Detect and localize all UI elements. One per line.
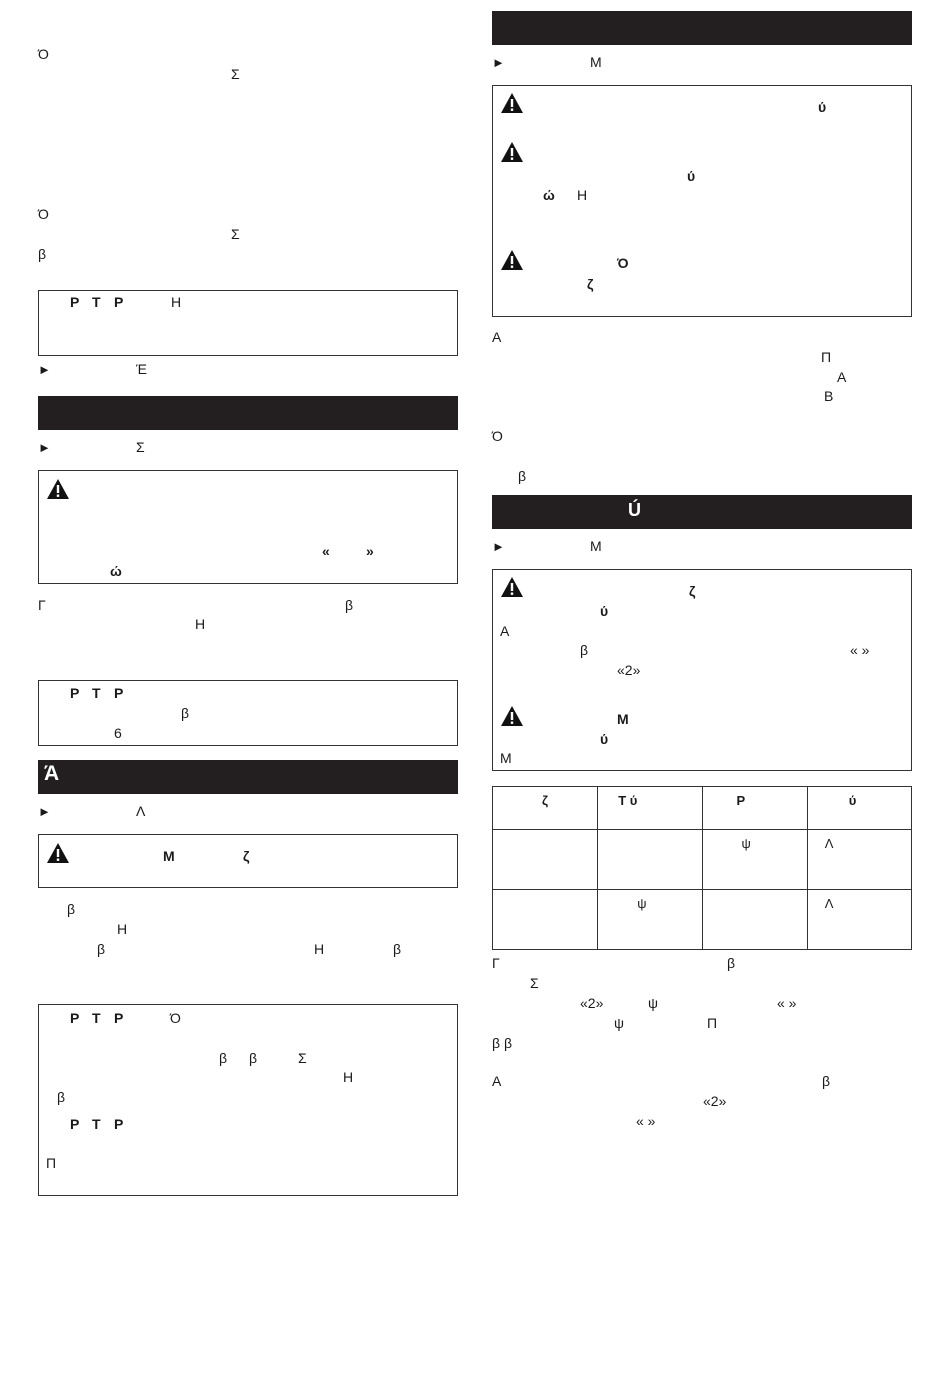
table-header-cell: Τ ύ — [598, 787, 703, 830]
text-char: Η — [577, 187, 588, 203]
text-char: ύ — [687, 168, 696, 184]
text-char: Π — [46, 1155, 57, 1171]
warning-box-3 — [492, 85, 912, 317]
text-char: Σ — [530, 975, 539, 991]
text-char: Η — [314, 941, 325, 957]
text-char: Λ — [136, 803, 146, 819]
table-header-row — [493, 787, 912, 830]
text-char: Η — [171, 294, 182, 310]
table-cell: Λ — [807, 890, 911, 950]
text-quote: «2» — [580, 995, 604, 1011]
note-label-p: Ρ — [70, 1010, 80, 1026]
text-char: Μ — [590, 538, 602, 554]
arrow-bullet-icon: ► — [38, 440, 51, 455]
text-quote: « » — [636, 1113, 656, 1129]
section-header-bar — [38, 396, 458, 430]
warning-triangle-icon — [501, 142, 523, 162]
text-number: 6 — [114, 725, 122, 741]
text-quote: « » — [777, 995, 797, 1011]
warning-triangle-icon — [47, 843, 69, 863]
text-char: Π — [821, 349, 832, 365]
text-char: Μ — [590, 54, 602, 70]
text-char: ψ — [648, 995, 658, 1011]
text-char: β — [727, 955, 736, 971]
text-char: Η — [343, 1069, 354, 1085]
text-char: ύ — [600, 731, 609, 747]
warning-triangle-icon — [501, 250, 523, 270]
text-char: β β — [492, 1035, 512, 1051]
arrow-bullet-icon: ► — [492, 55, 505, 70]
warning-box-2 — [38, 834, 458, 888]
text-char: Η — [195, 616, 206, 632]
note-label-p: Ρ — [70, 1116, 80, 1132]
table-cell — [703, 890, 807, 950]
note-label-p2: Ρ — [114, 294, 124, 310]
text-char: β — [97, 941, 106, 957]
note-label-t: Τ — [92, 685, 101, 701]
note-label-p2: Ρ — [114, 685, 124, 701]
note-label-t: Τ — [92, 294, 101, 310]
section-header-a: Ά — [38, 760, 458, 794]
text-quote: « » — [850, 642, 870, 658]
warning-box-4 — [492, 569, 912, 771]
text-char: ώ — [543, 187, 555, 203]
text-char: Ό — [38, 46, 49, 62]
text-char: Σ — [231, 226, 240, 242]
text-char: β — [57, 1089, 66, 1105]
text-quote: «2» — [617, 662, 641, 678]
text-char: ζ — [587, 276, 594, 292]
table-header-cell: Ρ — [703, 787, 807, 830]
text-char: β — [393, 941, 402, 957]
text-char: ψ — [614, 1015, 624, 1031]
text-char: β — [38, 246, 47, 262]
table-cell — [493, 890, 598, 950]
note-box-3 — [38, 1004, 458, 1196]
text-char: Ό — [617, 255, 629, 271]
text-char: β — [822, 1073, 831, 1089]
note-box-1 — [38, 290, 458, 356]
arrow-bullet-icon: ► — [38, 362, 51, 377]
table-header-cell: ύ — [807, 787, 911, 830]
note-label-p2: Ρ — [114, 1010, 124, 1026]
warning-triangle-icon — [501, 577, 523, 597]
note-box-2 — [38, 680, 458, 746]
table-cell — [493, 830, 598, 890]
text-char: Μ — [500, 750, 512, 766]
text-char: Α — [492, 1073, 502, 1089]
warning-box-1 — [38, 470, 458, 584]
note-label-t: Τ — [92, 1116, 101, 1132]
text-char: Ό — [492, 428, 503, 444]
text-quote: «2» — [703, 1093, 727, 1109]
section-header-u: Ú — [492, 495, 912, 529]
text-char: β — [67, 901, 76, 917]
text-char: Α — [837, 369, 847, 385]
text-char: ύ — [600, 603, 609, 619]
spec-table — [492, 786, 912, 950]
warning-triangle-icon — [47, 479, 69, 499]
text-char: Σ — [231, 66, 240, 82]
text-char: β — [580, 642, 589, 658]
note-label-p: Ρ — [70, 294, 80, 310]
text-char: Α — [500, 623, 510, 639]
table-cell — [598, 830, 703, 890]
text-char: ώ — [110, 563, 122, 579]
text-char: Ό — [170, 1010, 181, 1026]
table-row — [493, 830, 912, 890]
note-label-p2: Ρ — [114, 1116, 124, 1132]
table-row — [493, 890, 912, 950]
warning-triangle-icon — [501, 706, 523, 726]
warning-triangle-icon — [501, 93, 523, 113]
text-char: β — [345, 597, 354, 613]
text-char: Α — [492, 329, 502, 345]
text-char: Σ — [298, 1050, 307, 1066]
text-char: « — [322, 543, 330, 559]
text-char: Γ — [38, 597, 46, 613]
text-char: Ό — [38, 206, 49, 222]
table-cell: ψ — [703, 830, 807, 890]
text-char: Σ — [136, 439, 145, 455]
text-char: β — [181, 705, 190, 721]
text-char: ύ — [818, 99, 827, 115]
text-char: Η — [117, 921, 128, 937]
text-char: Γ — [492, 955, 500, 971]
arrow-bullet-icon: ► — [492, 539, 505, 554]
note-label-t: Τ — [92, 1010, 101, 1026]
text-char: ζ — [689, 583, 696, 599]
text-char: Μ — [163, 848, 175, 864]
section-header-bar — [492, 11, 912, 45]
arrow-bullet-icon: ► — [38, 804, 51, 819]
text-char: β — [518, 468, 527, 484]
text-char: β — [249, 1050, 258, 1066]
text-char: Έ — [136, 361, 147, 377]
table-header-cell: ζ — [493, 787, 598, 830]
text-char: Μ — [617, 711, 629, 727]
text-char: β — [219, 1050, 228, 1066]
text-char: » — [366, 543, 374, 559]
table-cell: ψ — [598, 890, 703, 950]
note-label-p: Ρ — [70, 685, 80, 701]
text-char: Β — [824, 388, 834, 404]
table-cell: Λ — [807, 830, 911, 890]
text-char: ζ — [243, 848, 250, 864]
text-char: Π — [707, 1015, 718, 1031]
